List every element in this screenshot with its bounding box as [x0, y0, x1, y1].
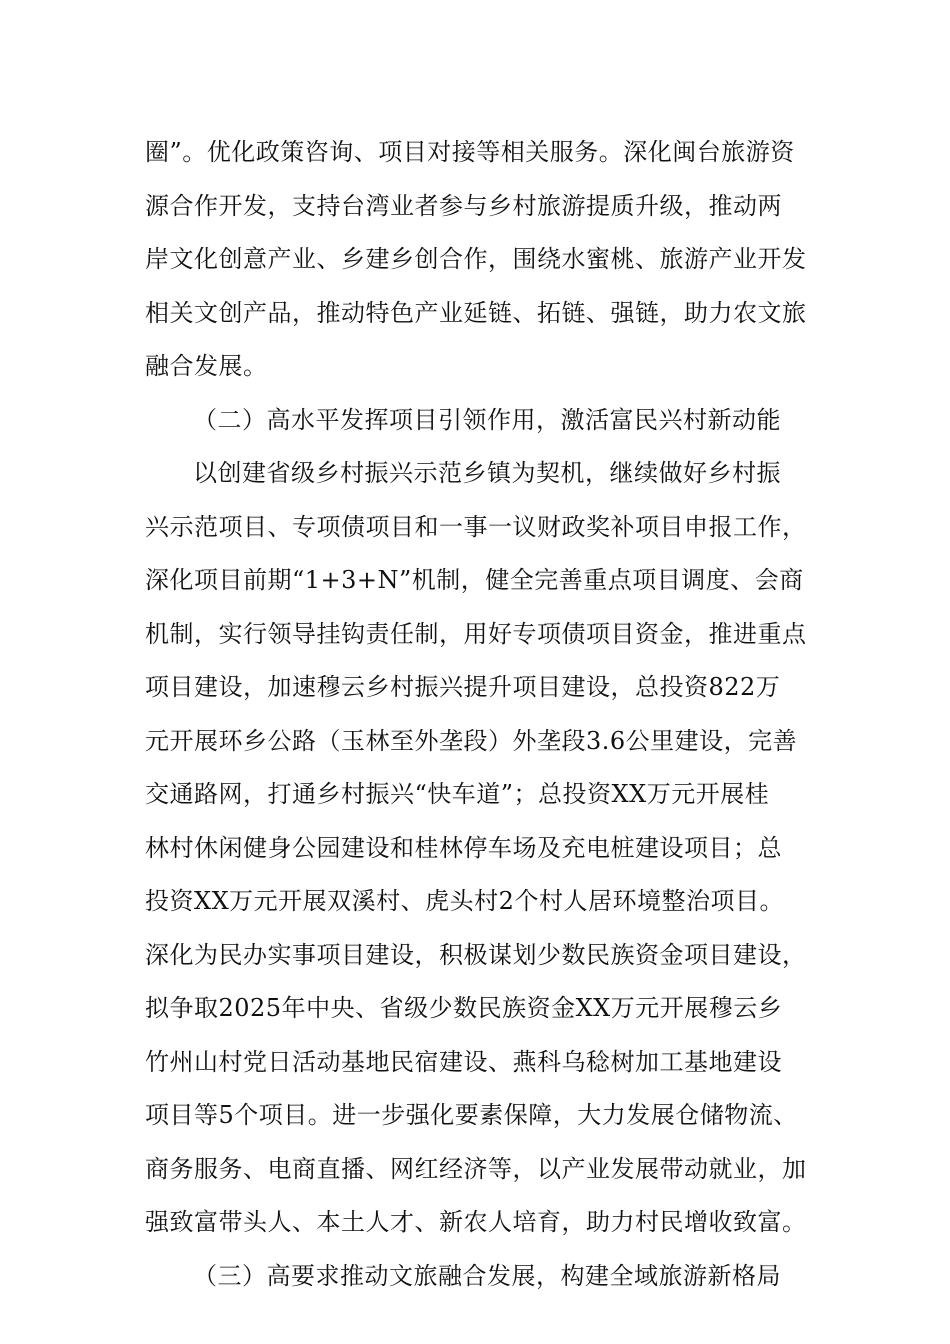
- paragraph-line: 相关文创产品，推动特色产业延链、拓链、强链，助力农文旅: [145, 298, 807, 327]
- paragraph-line: 机制，实行领导挂钩责任制，用好专项债项目资金，推进重点: [145, 619, 807, 648]
- paragraph-line: 林村休闲健身公园建设和桂林停车场及充电桩建设项目；总: [145, 833, 782, 862]
- section-heading: （二）高水平发挥项目引领作用，激活富民兴村新动能: [193, 405, 781, 434]
- paragraph-line: 岸文化创意产业、乡建乡创合作，围绕水蜜桃、旅游产业开发: [145, 245, 807, 273]
- paragraph-line: 强致富带头人、本土人才、新农人培育，助力村民增收致富。: [145, 1208, 807, 1236]
- paragraph-line: 交通路网，打通乡村振兴“快车道”；总投资XX万元开展桂: [145, 780, 770, 808]
- paragraph-line: 拟争取2025年中央、省级少数民族资金XX万元开展穆云乡: [145, 994, 783, 1022]
- paragraph-line: 兴示范项目、专项债项目和一事一议财政奖补项目申报工作，: [145, 512, 807, 541]
- paragraph-line: 项目等5个项目。进一步强化要素保障，大力发展仓储物流、: [145, 1101, 798, 1129]
- paragraph-line: 投资XX万元开展双溪村、虎头村2个村人居环境整治项目。: [145, 887, 784, 915]
- paragraph-line: 商务服务、电商直播、网红经济等，以产业发展带动就业，加: [145, 1154, 807, 1183]
- paragraph-line: 元开展环乡公路（玉林至外垄段）外垄段3.6公里建设，完善: [145, 726, 798, 755]
- paragraph-line: 深化项目前期“1+3+N”机制，健全完善重点项目调度、会商: [145, 566, 804, 594]
- section-heading: （三）高要求推动文旅融合发展，构建全域旅游新格局: [193, 1261, 781, 1290]
- paragraph-line: 竹州山村党日活动基地民宿建设、燕科乌稔树加工基地建设: [145, 1047, 782, 1076]
- paragraph-line: 项目建设，加速穆云乡村振兴提升项目建设，总投资822万: [145, 673, 781, 701]
- paragraph-line: 圈”。优化政策咨询、项目对接等相关服务。深化闽台旅游资: [145, 138, 795, 166]
- document-page: [145, 126, 820, 1303]
- paragraph-line: 融合发展。: [145, 352, 268, 380]
- paragraph-line: 以创建省级乡村振兴示范乡镇为契机，继续做好乡村振: [193, 459, 781, 487]
- paragraph-line: 源合作开发，支持台湾业者参与乡村旅游提质升级，推动两: [145, 191, 782, 220]
- paragraph-line: 深化为民办实事项目建设，积极谋划少数民族资金项目建设，: [145, 940, 807, 969]
